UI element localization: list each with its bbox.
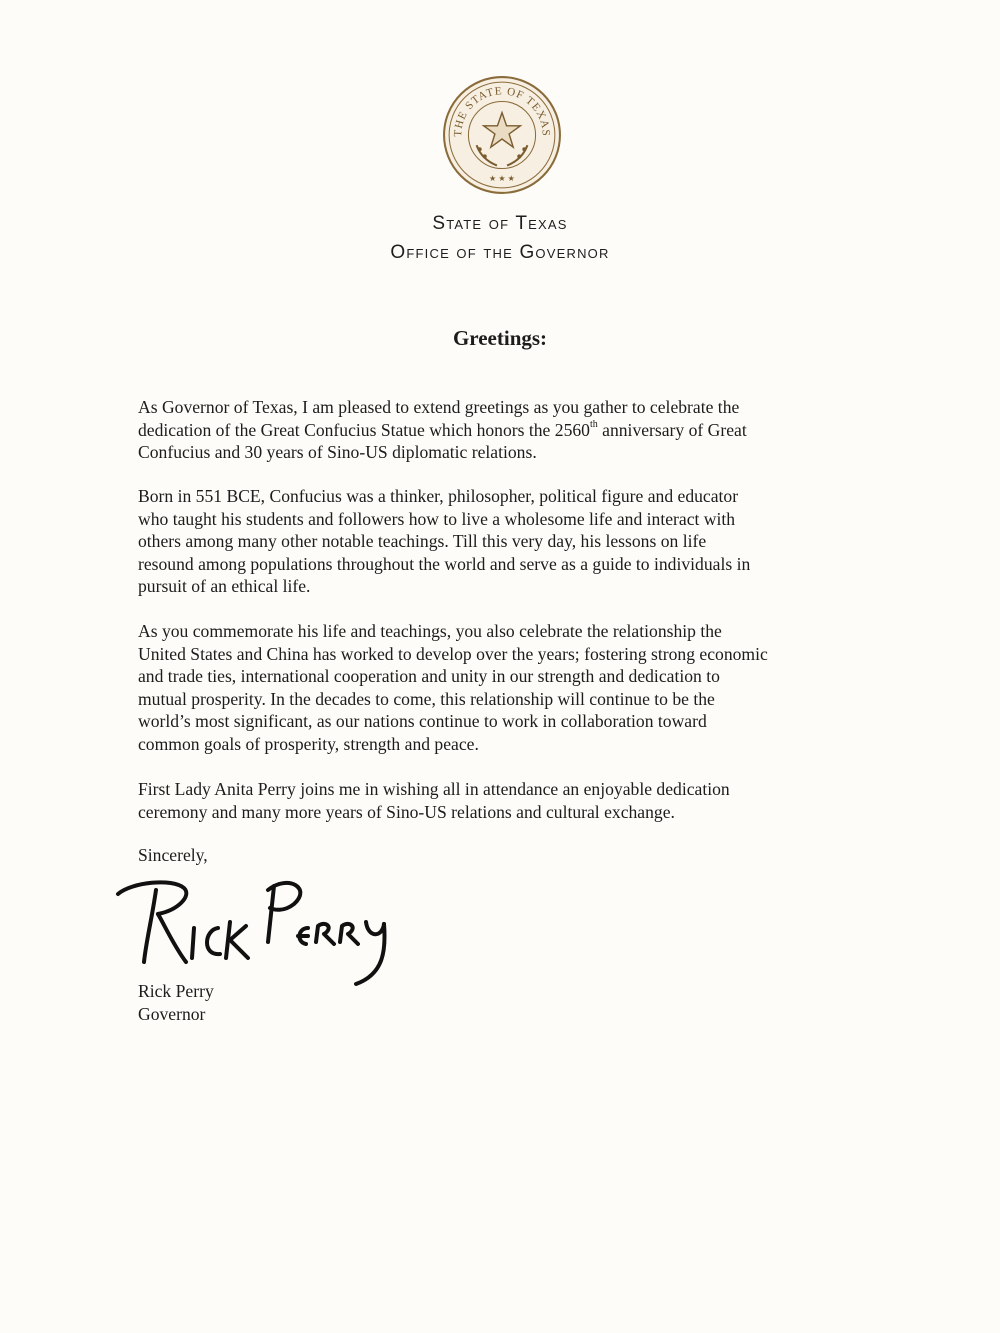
greeting-heading: Greetings: (452, 326, 548, 350)
paragraph-line: Born in 551 BCE, Confucius was a thinker, philosopher, political figure and educator (138, 486, 739, 506)
paragraph-line: who taught his students and followers how to live a wholesome life and interact with (138, 508, 736, 529)
paragraph-line: First Lady Anita Perry joins me in wishing all in attendance an enjoyable dedication (138, 779, 730, 799)
paragraph-line: ceremony and many more years of Sino-US relations and cultural exchange. (138, 801, 675, 822)
closing-salutation: Sincerely, (138, 845, 208, 865)
handwritten-signature (112, 870, 402, 990)
signer-name: Rick Perry (138, 981, 214, 1001)
letterhead-office: Office of the Governor (390, 242, 610, 263)
texas-state-seal (441, 74, 563, 196)
paragraph-line: mutual prosperity. In the decades to come, this relationship will continue to be the (138, 688, 715, 709)
paragraph-line: pursuit of an ethical life. (138, 576, 311, 597)
paragraph-4 (138, 778, 858, 823)
paragraph-line: common goals of prosperity, strength and peace. (138, 733, 479, 754)
paragraph-1 (138, 396, 858, 464)
paragraph-line: United States and China has worked to develop over the years; fostering strong economic (138, 643, 768, 664)
paragraph-line: others among many other notable teachings. Till this very day, his lessons on life (138, 531, 707, 552)
ordinal-suffix: th (589, 418, 598, 430)
paragraph-line: resound among populations throughout the world and serve as a guide to individuals in (138, 553, 751, 574)
seal-inscription: THE STATE OF TEXAS (452, 85, 552, 138)
paragraph-line: As Governor of Texas, I am pleased to extend greetings as you gather to celebrate the (138, 397, 740, 417)
letterhead-state: State of Texas (432, 213, 568, 234)
paragraph-line: As you commemorate his life and teachings, you also celebrate the relationship the (138, 621, 722, 641)
paragraph-3 (138, 620, 858, 756)
paragraph-line: Confucius and 30 years of Sino-US diplomatic relations. (138, 442, 537, 463)
paragraph-line: and trade ties, international cooperation and unity in our strength and dedication to (138, 666, 720, 687)
paragraph-2 (138, 485, 858, 598)
paragraph-line: dedication of the Great Confucius Statue which honors the 2560th anniversary of Great (138, 418, 747, 440)
signer-title: Governor (138, 1004, 206, 1024)
paragraph-line: world’s most significant, as our nations continue to work in collaboration toward (138, 711, 707, 732)
svg-text:★ ★ ★: ★ ★ ★ (489, 173, 515, 183)
